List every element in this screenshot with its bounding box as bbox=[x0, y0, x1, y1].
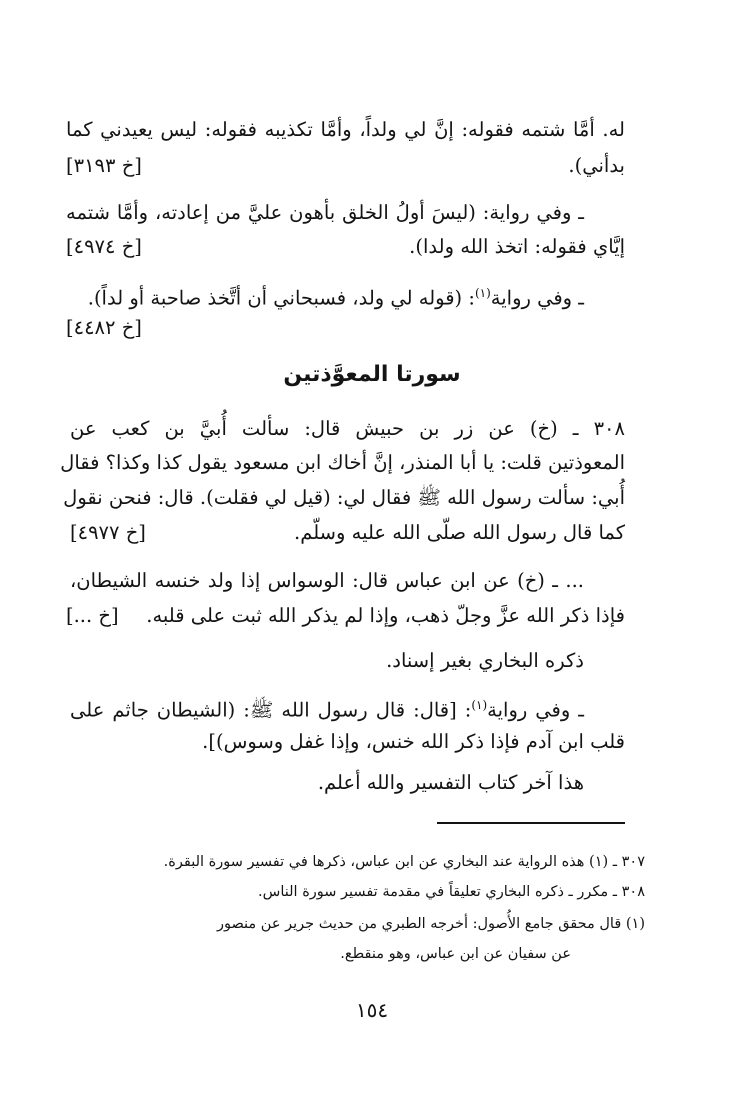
reference-tag: [خ ٣١٩٣] bbox=[66, 154, 142, 177]
text-line: له. أمَّا شتمه فقوله: إنَّ لي ولداً، وأمَّا تكذيبه فقوله: ليس يعيدني كما bbox=[66, 118, 625, 141]
footnote-marker: (١) bbox=[471, 698, 488, 712]
line-text: ـ وفي رواية bbox=[487, 698, 585, 722]
reference-tag: [خ ...] bbox=[66, 604, 119, 627]
text-line: ـ وفي رواية: (ليسَ أولُ الخلق بأهون عليَّ من إعادته، وأمَّا شتمه bbox=[66, 201, 584, 224]
reference-tag: [خ ٤٩٧٤] bbox=[66, 235, 142, 258]
footnote-marker: (١) bbox=[474, 286, 491, 300]
reference-tag: [خ ٤٤٨٢] bbox=[66, 316, 142, 339]
line-text: : (قوله لي ولد، فسبحاني أن أتَّخذ صاحبة أو لداً). bbox=[87, 286, 475, 310]
text-line: كما قال رسول الله صلّى الله عليه وسلّم. bbox=[294, 521, 625, 544]
text-line: فإذا ذكر الله عزَّ وجلّ ذهب، وإذا لم يذكر الله ثبت على قلبه. bbox=[146, 604, 625, 627]
text-line bbox=[70, 690, 584, 726]
footnote-divider bbox=[437, 822, 625, 824]
text-line: أُبي: سألت رسول الله ﷺ فقال لي: (قيل لي فقلت). قال: فنحن نقول bbox=[63, 486, 625, 509]
reference-tag: [خ ٤٩٧٧] bbox=[70, 521, 146, 544]
text-line bbox=[88, 278, 584, 314]
text-line: إيَّاي فقوله: اتخذ الله ولدا). bbox=[409, 235, 625, 258]
footnote-line: (١) قال محقق جامع الأُصول: أخرجه الطبري من حديث جرير عن منصور bbox=[216, 916, 645, 932]
line-text: : [قال: قال رسول الله ﷺ: (الشيطان جاثم على bbox=[70, 698, 472, 722]
section-heading: سورتا المعوَّذتين bbox=[283, 362, 461, 387]
text-line: ٣٠٨ ـ (خ) عن زر بن حبيش قال: سألت أُبيَّ بن كعب عن bbox=[70, 417, 625, 440]
footnote-line: عن سفيان عن ابن عباس، وهو منقطع. bbox=[340, 946, 571, 962]
footnote-line: ٣٠٨ ـ مكرر ـ ذكره البخاري تعليقاً في مقدمة تفسير سورة الناس. bbox=[258, 884, 645, 900]
text-line: ذكره البخاري بغير إسناد. bbox=[386, 649, 584, 672]
page-number: ١٥٤ bbox=[355, 998, 389, 1022]
footnote-line: ٣٠٧ ـ (١) هذه الرواية عند البخاري عن ابن عباس، ذكرها في تفسير سورة البقرة. bbox=[163, 854, 645, 870]
line-text: ـ وفي رواية bbox=[490, 286, 584, 310]
text-line: بدأني). bbox=[568, 154, 625, 177]
text-line: قلب ابن آدم فإذا ذكر الله خنس، وإذا غفل وسوس)]. bbox=[202, 730, 625, 753]
text-line: ... ـ (خ) عن ابن عباس قال: الوسواس إذا ولد خنسه الشيطان، bbox=[70, 569, 584, 592]
text-line: المعوذتين قلت: يا أبا المنذر، إنَّ أخاك ابن مسعود يقول كذا وكذا؟ فقال bbox=[60, 451, 625, 474]
text-line: هذا آخر كتاب التفسير والله أعلم. bbox=[317, 771, 584, 794]
